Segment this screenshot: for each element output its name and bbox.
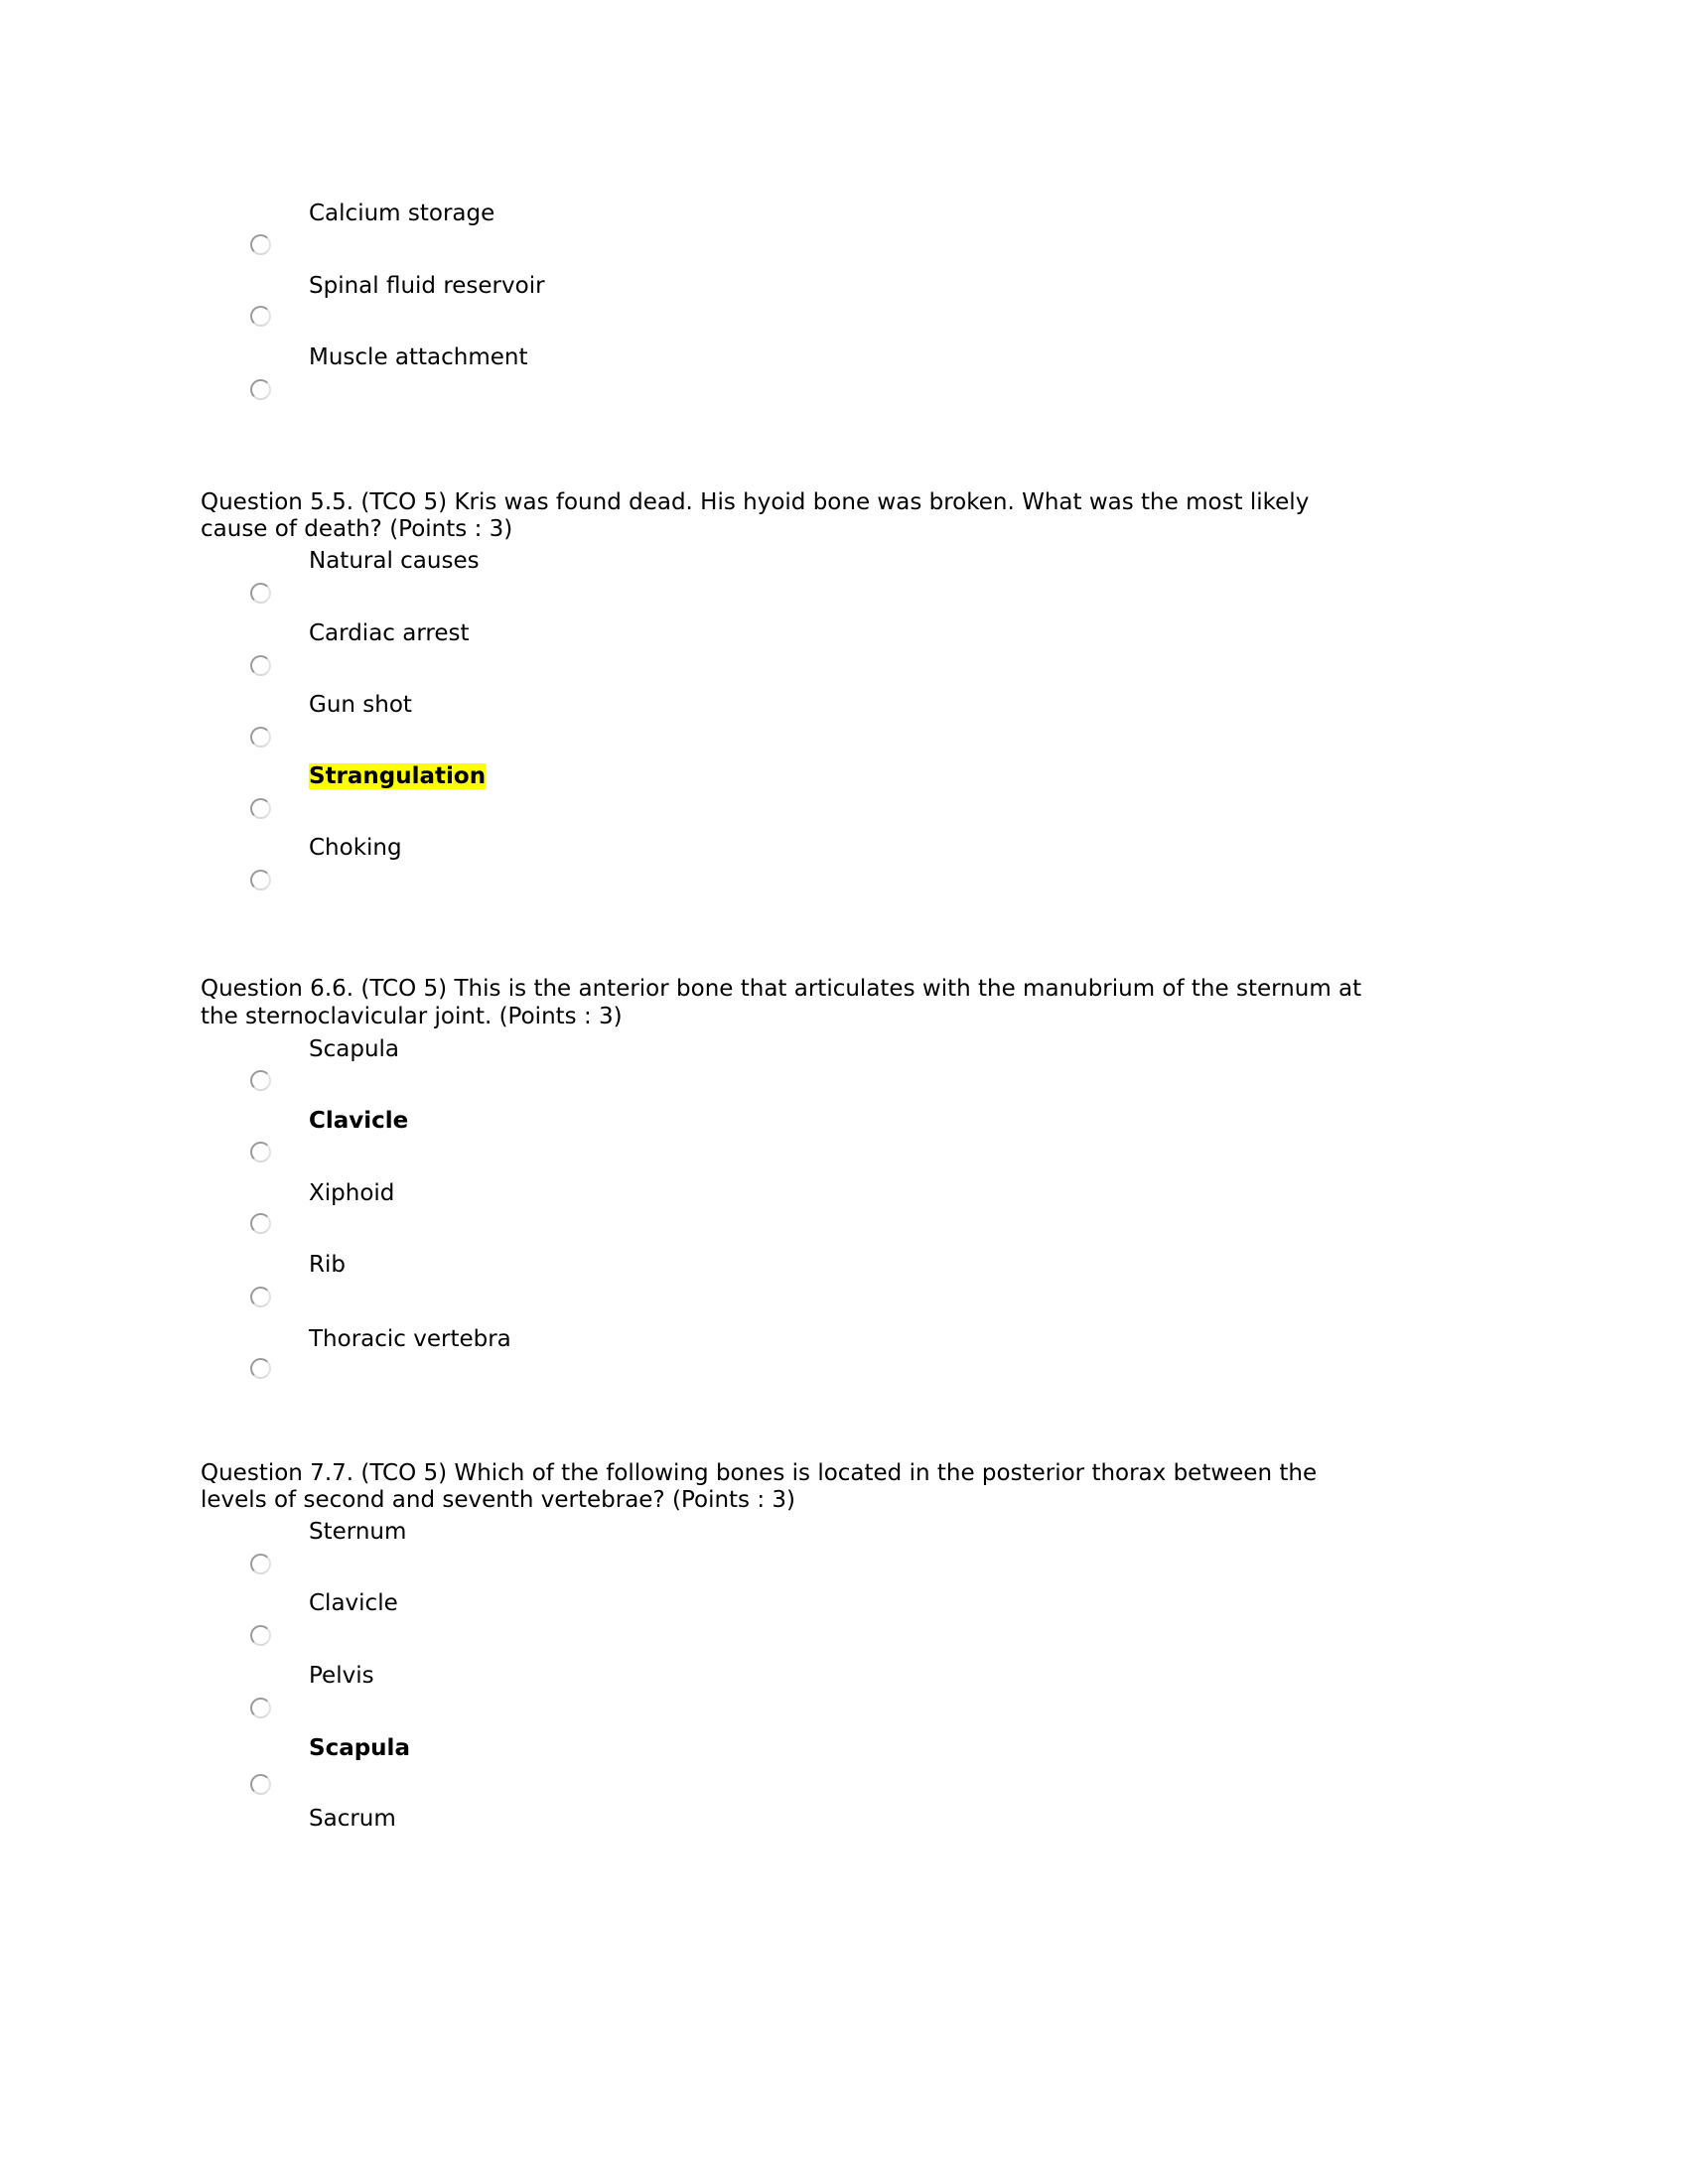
question-text: levels of second and seventh vertebrae? (Points : 3) xyxy=(201,1487,796,1513)
question-text: Question 6.6. (TCO 5) This is the anterior bone that articulates with the manubrium of the sternum at xyxy=(201,976,1362,1002)
option-label: Gun shot xyxy=(309,692,412,718)
radio-button[interactable] xyxy=(250,1070,271,1091)
radio-button[interactable] xyxy=(250,1142,271,1162)
option-label: Rib xyxy=(309,1252,346,1278)
question-text: cause of death? (Points : 3) xyxy=(201,516,513,542)
radio-button[interactable] xyxy=(250,1625,271,1646)
radio-button[interactable] xyxy=(250,727,271,748)
radio-button[interactable] xyxy=(250,655,271,676)
option-label: Thoracic vertebra xyxy=(309,1326,511,1352)
radio-button[interactable] xyxy=(250,1774,271,1795)
option-label: Spinal fluid reservoir xyxy=(309,273,545,299)
radio-button[interactable] xyxy=(250,1213,271,1234)
option-label: Natural causes xyxy=(309,548,480,574)
bold-answer: Clavicle xyxy=(309,1108,409,1134)
option-label: Sacrum xyxy=(309,1806,396,1832)
option-label: Scapula xyxy=(309,1036,400,1062)
bold-answer: Scapula xyxy=(309,1735,410,1761)
radio-button[interactable] xyxy=(250,798,271,819)
option-label: Choking xyxy=(309,835,402,861)
question-text: the sternoclavicular joint. (Points : 3) xyxy=(201,1004,623,1029)
radio-button[interactable] xyxy=(250,1358,271,1379)
option-label: Sternum xyxy=(309,1519,407,1545)
radio-button[interactable] xyxy=(250,1287,271,1307)
option-label: Pelvis xyxy=(309,1663,374,1689)
question-text: Question 5.5. (TCO 5) Kris was found dead. His hyoid bone was broken. What was the most likely xyxy=(201,489,1310,515)
highlighted-answer: Strangulation xyxy=(309,763,487,789)
option-label: Cardiac arrest xyxy=(309,620,470,646)
radio-button[interactable] xyxy=(250,870,271,890)
radio-button[interactable] xyxy=(250,583,271,604)
question-text: Question 7.7. (TCO 5) Which of the following bones is located in the posterior thorax between the xyxy=(201,1460,1318,1486)
radio-button[interactable] xyxy=(250,1554,271,1574)
radio-button[interactable] xyxy=(250,306,271,327)
radio-button[interactable] xyxy=(250,1698,271,1718)
option-label: Muscle attachment xyxy=(309,344,528,370)
option-label: Xiphoid xyxy=(309,1180,395,1206)
option-label: Calcium storage xyxy=(309,201,495,226)
option-label: Clavicle xyxy=(309,1590,398,1616)
radio-button[interactable] xyxy=(250,234,271,255)
radio-button[interactable] xyxy=(250,379,271,400)
